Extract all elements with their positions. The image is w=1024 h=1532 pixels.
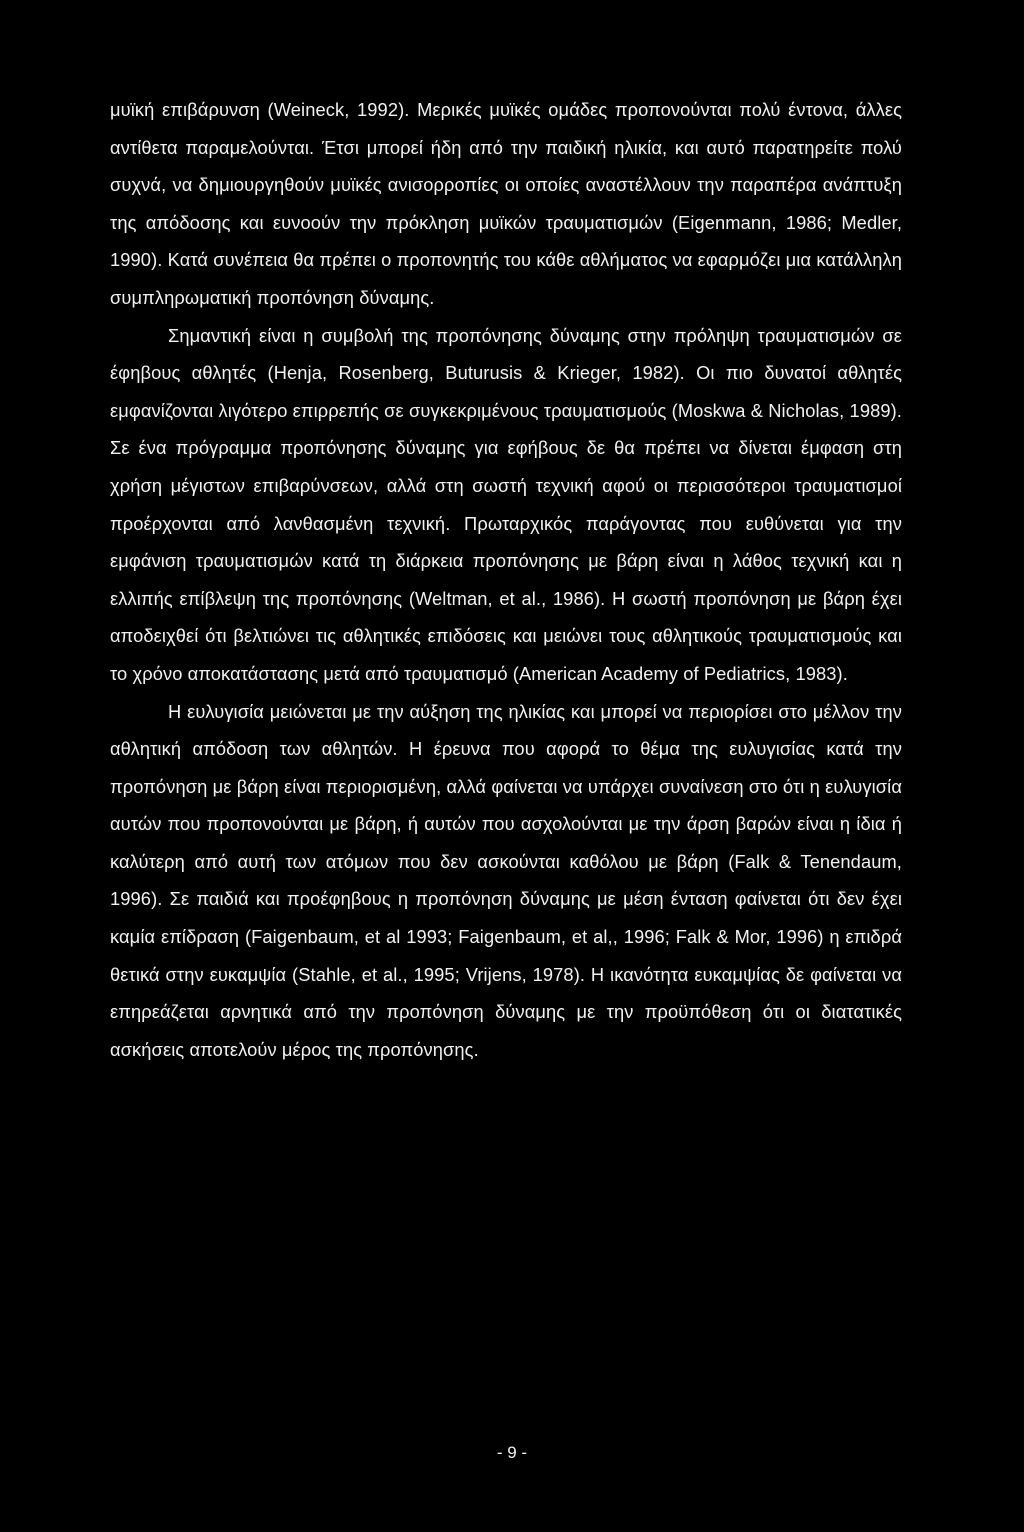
paragraph-strength-training-injuries: Σημαντική είναι η συμβολή της προπόνησης δύναμης στην πρόληψη τραυματισμών σε έφηβους αθλητές (Henja, Rosenberg, Buturusis & Krieger, 1982). Οι πιο δυνατοί αθλητές εμφανίζονται λιγότερο επιρρεπής σε συγκεκριμένους τραυματισμούς (Moskwa & Nicholas, 1989). Σε ένα πρόγραμμα προπόνησης δύναμης για εφήβους δε θα πρέπει να δίνεται έμφαση στη χρήση μέγιστων επιβαρύνσεων, αλλά στη σωστή τεχνική αφού οι περισσότεροι τραυματισμοί προέρχονται από λανθασμένη τεχνική. Πρωταρχικός παράγοντας που ευθύνεται για την εμφάνιση τραυματισμών κατά τη διάρκεια προπόνησης με βάρη είναι η λάθος τεχνική και η ελλιπής επίβλεψη της προπόνησης (Weltman, et al., 1986). Η σωστή προπόνηση με βάρη έχει αποδειχθεί ότι βελτιώνει τις αθλητικές επιδόσεις και μειώνει τους αθλητικούς τραυματισμούς και το χρόνο αποκατάστασης μετά από τραυματισμό (American Academy of Pediatrics, 1983). bbox=[110, 324, 902, 684]
body-text bbox=[110, 91, 902, 1068]
paragraph-continuation: μυϊκή επιβάρυνση (Weineck, 1992). Μερικές μυϊκές ομάδες προπονούνται πολύ έντονα, άλλες αντίθετα παραμελούνται. Έτσι μπορεί ήδη από την παιδική ηλικία, και αυτό παρατηρείτε πολύ συχνά, να δημιουργηθούν μυϊκές ανισορροπίες οι οποίες αναστέλλουν την παραπέρα ανάπτυξη της απόδοσης και ευνοούν την πρόκληση μυϊκών τραυματισμών (Eigenmann, 1986; Medler, 1990). Κατά συνέπεια θα πρέπει ο προπονητής του κάθε αθλήματος να εφαρμόζει μια κατάλληλη συμπληρωματική προπόνηση δύναμης. bbox=[110, 99, 902, 308]
paragraph-flexibility: Η ευλυγισία μειώνεται με την αύξηση της ηλικίας και μπορεί να περιορίσει στο μέλλον την αθλητική απόδοση των αθλητών. Η έρευνα που αφορά το θέμα της ευλυγισίας κατά την προπόνηση με βάρη είναι περιορισμένη, αλλά φαίνεται να υπάρχει συναίνεση στο ότι η ευλυγισία αυτών που προπονούνται με βάρη, ή αυτών που ασχολούνται με την άρση βαρών είναι η ίδια ή καλύτερη από αυτή των ατόμων που δεν ασκούνται καθόλου με βάρη (Falk & Tenendaum, 1996). Σε παιδιά και προέφηβους η προπόνηση δύναμης με μέση ένταση φαίνεται ότι δεν έχει καμία επίδραση (Faigenbaum, et al 1993; Faigenbaum, et al,, 1996; Falk & Mor, 1996) η επιδρά θετικά στην ευκαμψία (Stahle, et al., 1995; Vrijens, 1978). Η ικανότητα ευκαμψίας δε φαίνεται να επηρεάζεται αρνητικά από την προπόνηση δύναμης με την προϋπόθεση ότι οι διατατικές ασκήσεις αποτελούν μέρος της προπόνησης. bbox=[110, 700, 902, 1060]
page-number: - 9 - bbox=[496, 1443, 528, 1462]
